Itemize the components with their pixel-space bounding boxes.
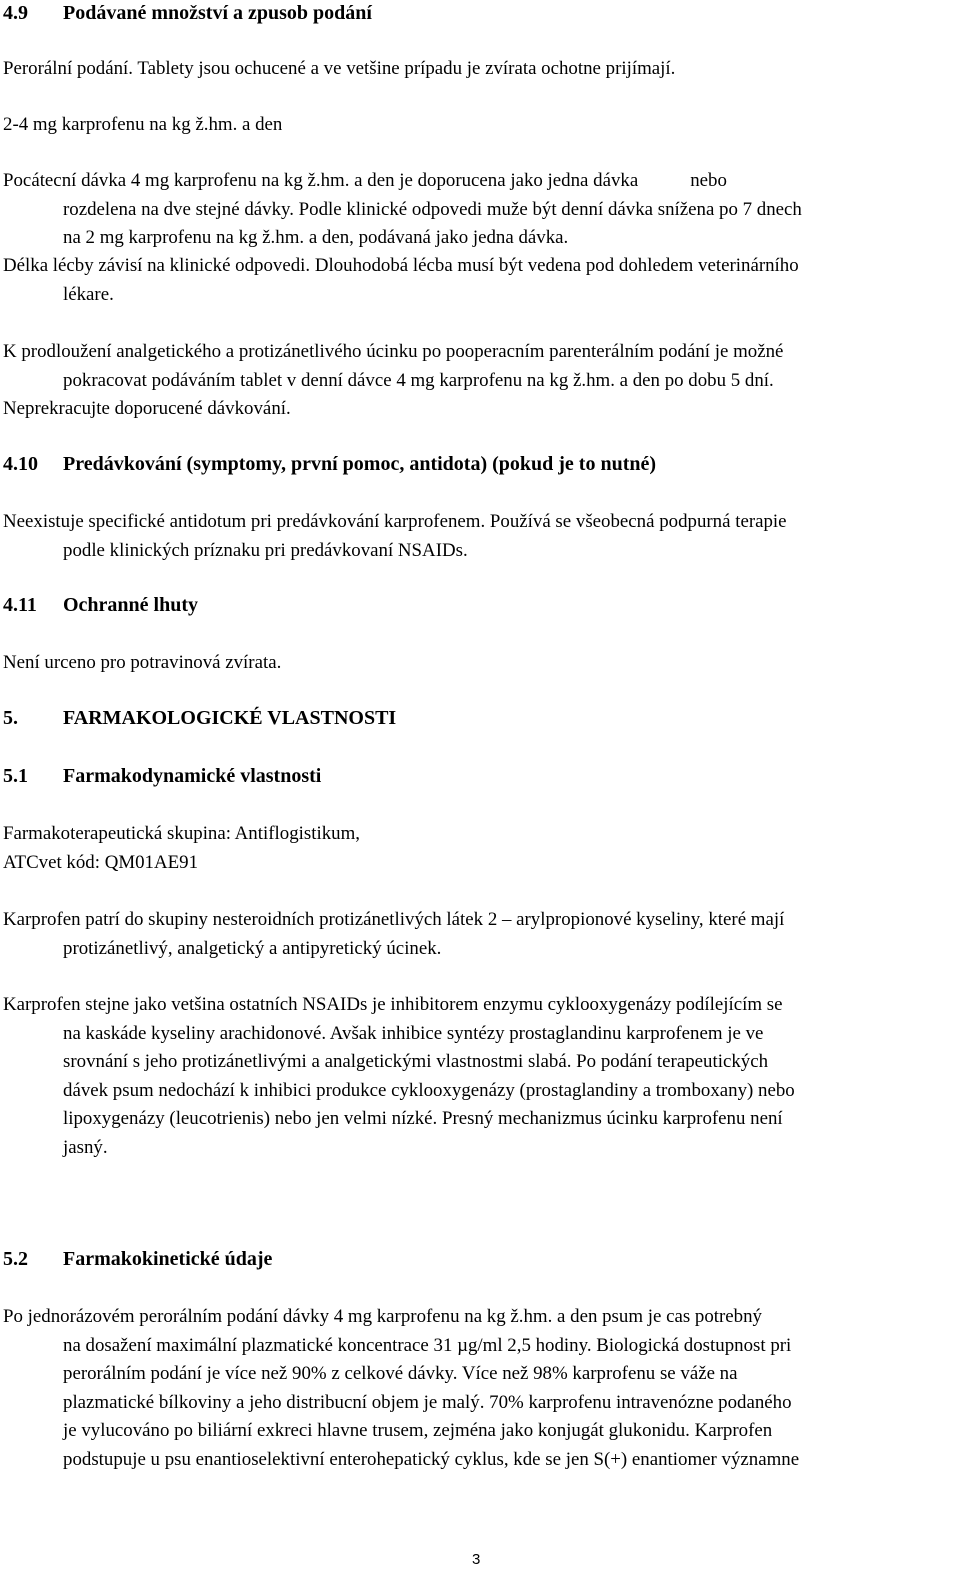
text-line: perorálním podání je více než 90% z celkové dávky. Více než 98% karprofenu se váže na: [63, 1363, 738, 1384]
text-line: podstupuje u psu enantioselektivní enterohepatický cyklus, kde se jen S(+) enantiomer významne: [63, 1448, 800, 1470]
text-line: Karprofen stejne jako vetšina ostatních NSAIDs je inhibitorem enzymu cyklooxygenázy podílejícím se: [3, 994, 783, 1015]
text-line: lékare.: [63, 283, 114, 305]
section-number: 4.11: [3, 594, 37, 616]
paragraph: [3, 252, 958, 309]
text-line: na 2 mg karprofenu na kg ž.hm. a den, podávaná jako jedna dávka.: [63, 227, 569, 248]
page-number: 3: [472, 1551, 481, 1568]
section-number: 4.9: [3, 2, 28, 24]
paragraph: [3, 991, 958, 1162]
section-title: Podávané množství a zpusob podání: [63, 2, 372, 24]
section-title: Predávkování (symptomy, první pomoc, antidota) (pokud je to nutné): [63, 453, 657, 475]
text-line: Po jednorázovém perorálním podání dávky 4 mg karprofenu na kg ž.hm. a den psum je cas potrebný: [3, 1306, 762, 1327]
paragraph: [3, 906, 958, 963]
text-line: protizánetlivý, analgetický a antipyretický úcinek.: [63, 937, 442, 959]
paragraph: [3, 820, 958, 877]
text-segment: nebo: [690, 170, 727, 191]
text-line: rozdelena na dve stejné dávky. Podle klinické odpovedi muže být denní dávka snížena po 7 dnech: [63, 198, 802, 220]
section-heading-5-2: [3, 1248, 272, 1271]
text-line: Karprofen patrí do skupiny nesteroidních protizánetlivých látek 2 – arylpropionové kyseliny, které mají: [3, 909, 785, 930]
text-line: na dosažení maximální plazmatické koncentrace 31 µg/ml 2,5 hodiny. Biologická dostupnost pri: [63, 1334, 792, 1356]
text-line: Neprekracujte doporucené dávkování.: [3, 398, 291, 419]
section-number: 5.1: [3, 765, 28, 787]
section-heading-5-1: [3, 765, 321, 788]
paragraph: [3, 167, 958, 253]
section-heading-4-9: [3, 2, 372, 25]
section-heading-4-10: [3, 453, 656, 476]
paragraph: [3, 508, 958, 565]
section-title: Farmakokinetické údaje: [63, 1248, 273, 1270]
section-title: Farmakodynamické vlastnosti: [63, 765, 322, 787]
text-line: K prodloužení analgetického a protizánetlivého úcinku po pooperacním parenterálním podání je možné: [3, 341, 784, 362]
text-line: Délka lécby závisí na klinické odpovedi. Dlouhodobá lécba musí být vedena pod dohledem veterinárního: [3, 255, 799, 276]
section-heading-5: [3, 707, 396, 730]
text-line: pokracovat podáváním tablet v denní dávce 4 mg karprofenu na kg ž.hm. a den po dobu 5 dní.: [63, 369, 774, 391]
paragraph: [3, 111, 958, 140]
text-line: podle klinických príznaku pri predávkovaní NSAIDs.: [63, 539, 468, 561]
text-line: na kaskáde kyseliny arachidonové. Avšak inhibice syntézy prostaglandinu karprofenem je ve: [63, 1022, 764, 1044]
text-line: dávek psum nedochází k inhibici produkce cyklooxygenázy (prostaglandiny a tromboxany) nebo: [63, 1079, 795, 1101]
text-line: jasný.: [63, 1136, 108, 1158]
text-line: je vylucováno po biliární exkreci hlavne trusem, zejména jako konjugát glukonidu. Karprofen: [63, 1420, 773, 1441]
text-line: Není urceno pro potravinová zvírata.: [3, 652, 282, 673]
text-segment: Pocátecní dávka 4 mg karprofenu na kg ž.hm. a den je doporucena jako jedna dávka: [3, 170, 639, 191]
text-line: Perorální podání. Tablety jsou ochucené a ve vetšine prípadu je zvírata ochotne prijímají.: [3, 58, 676, 79]
text-line: 2-4 mg karprofenu na kg ž.hm. a den: [3, 114, 283, 135]
text-line: ATCvet kód: QM01AE91: [3, 851, 199, 873]
section-title: Ochranné lhuty: [63, 594, 199, 616]
section-number: 5.2: [3, 1248, 28, 1270]
text-line: plazmatické bílkoviny a jeho distribucní objem je malý. 70% karprofenu intravenózne podaného: [63, 1391, 792, 1413]
paragraph: [3, 338, 958, 424]
text-line: lipoxygenázy (leucotrienis) nebo jen velmi nízké. Presný mechanizmus úcinku karprofenu není: [63, 1108, 783, 1129]
paragraph: [3, 649, 958, 678]
text-line: Neexistuje specifické antidotum pri predávkování karprofenem. Používá se všeobecná podpurná terapie: [3, 511, 787, 532]
paragraph: [3, 55, 958, 84]
section-title: FARMAKOLOGICKÉ VLASTNOSTI: [63, 707, 397, 729]
text-line: [3, 167, 958, 196]
paragraph: [3, 1303, 958, 1474]
section-heading-4-11: [3, 594, 198, 617]
section-number: 5.: [3, 707, 18, 729]
section-number: 4.10: [3, 453, 38, 475]
text-line: srovnání s jeho protizánetlivými a analgetickými vlastnostmi slabá. Po podání terapeutických: [63, 1051, 769, 1072]
text-line: Farmakoterapeutická skupina: Antiflogistikum,: [3, 823, 360, 844]
